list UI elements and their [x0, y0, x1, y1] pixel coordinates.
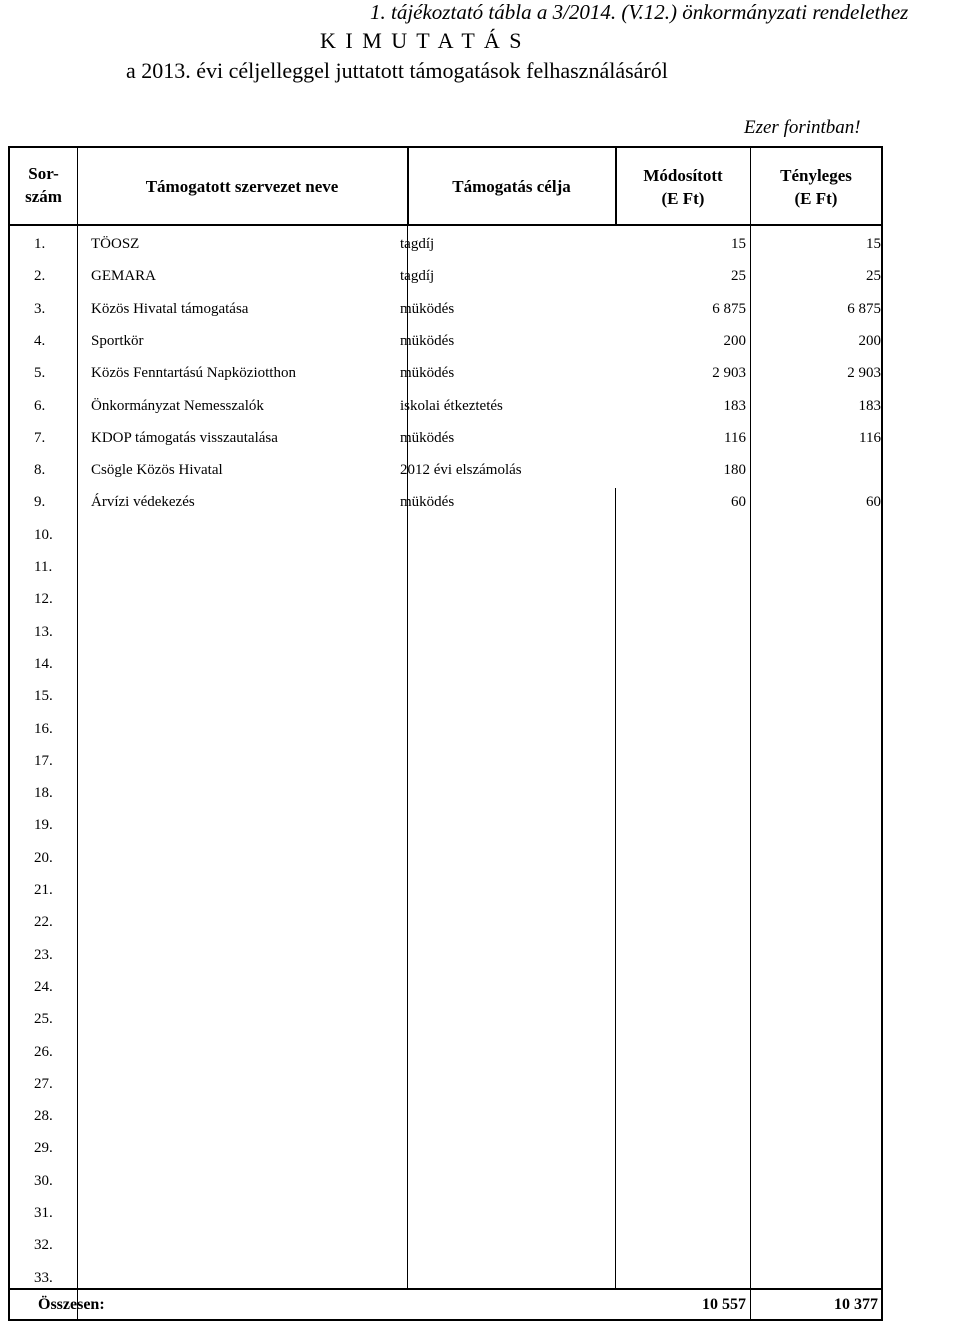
col-header-org: Támogatott szervezet neve	[145, 177, 339, 196]
table-row	[10, 1165, 881, 1197]
table-row	[10, 1068, 881, 1100]
row-number: 11.	[34, 559, 53, 575]
row-number: 26.	[34, 1043, 53, 1060]
support-purpose: tagdíj	[400, 236, 435, 252]
support-purpose: 2012 évi elszámolás	[400, 462, 522, 479]
table-row	[10, 422, 881, 454]
table-row	[10, 583, 881, 615]
table-row	[10, 939, 881, 971]
table-row	[10, 1100, 881, 1132]
table-row	[10, 1229, 881, 1261]
table-row	[10, 680, 881, 712]
col-header-sorszam: Sor- szám	[25, 164, 62, 206]
org-name: KDOP támogatás visszautalása	[91, 429, 278, 446]
table-row	[10, 809, 881, 841]
support-table	[8, 146, 883, 1321]
row-number: 9.	[34, 494, 46, 511]
modified-amount: 15	[731, 236, 746, 252]
table-row	[10, 486, 881, 518]
org-name: Sportkör	[91, 332, 144, 349]
table-row	[10, 1036, 881, 1068]
modified-amount: 2 903	[712, 365, 746, 382]
actual-amount: 15	[866, 236, 881, 252]
actual-amount: 200	[858, 332, 881, 349]
row-number: 5.	[34, 365, 46, 382]
title-line-2: K I M U T A T Á S	[320, 28, 524, 53]
modified-amount: 25	[731, 268, 746, 285]
actual-amount: 183	[858, 397, 881, 414]
col-header-actual: Tényleges (E Ft)	[780, 166, 852, 208]
modified-amount: 183	[723, 397, 746, 414]
table-row	[10, 616, 881, 648]
row-number: 14.	[34, 655, 53, 672]
row-number: 17.	[34, 752, 53, 769]
org-name: Árvízi védekezés	[91, 494, 195, 511]
row-number: 21.	[34, 882, 53, 898]
total-label: Összesen:	[38, 1296, 105, 1313]
title-line-3: a 2013. évi céljelleggel juttatott támogatások felhasználásáról	[126, 58, 668, 83]
total-row	[10, 1288, 881, 1320]
table-row	[10, 1003, 881, 1035]
row-number: 13.	[34, 623, 53, 640]
actual-amount: 25	[866, 268, 881, 285]
row-number: 8.	[34, 462, 46, 479]
support-purpose: tagdíj	[400, 268, 435, 285]
table-row	[10, 906, 881, 938]
table-row	[10, 648, 881, 680]
table-row	[10, 454, 881, 486]
table-row	[10, 260, 881, 292]
support-purpose: iskolai étkeztetés	[400, 397, 503, 414]
row-number: 27.	[34, 1075, 53, 1092]
row-number: 28.	[34, 1108, 53, 1125]
actual-amount: 2 903	[847, 365, 881, 382]
row-number: 18.	[34, 785, 53, 802]
row-number: 23.	[34, 946, 53, 963]
support-purpose: müködés	[400, 332, 455, 349]
unit-note: Ezer forintban!	[744, 117, 861, 138]
col-header-modified: Módosított (E Ft)	[643, 166, 723, 208]
support-purpose: müködés	[400, 494, 455, 511]
title-line-1: 1. tájékoztató tábla a 3/2014. (V.12.) önkormányzati rendelethez	[370, 0, 909, 24]
actual-amount: 60	[866, 494, 881, 511]
row-number: 31.	[34, 1205, 53, 1221]
table-row	[10, 777, 881, 809]
row-number: 19.	[34, 817, 53, 834]
row-number: 12.	[34, 591, 53, 608]
row-number: 25.	[34, 1011, 53, 1028]
header-bottom-border	[10, 224, 881, 226]
table-row	[10, 228, 881, 260]
org-name: Közös Hivatal támogatása	[91, 300, 249, 317]
actual-amount: 6 875	[847, 300, 881, 317]
row-number: 24.	[34, 978, 53, 995]
support-purpose: müködés	[400, 365, 455, 382]
total-modified: 10 557	[702, 1296, 746, 1313]
row-number: 30.	[34, 1172, 53, 1189]
table-row	[10, 293, 881, 325]
table-row	[10, 325, 881, 357]
table-row	[10, 713, 881, 745]
actual-amount: 116	[859, 429, 881, 446]
modified-amount: 6 875	[712, 300, 746, 317]
table-row	[10, 971, 881, 1003]
modified-amount: 60	[731, 494, 746, 511]
table-row	[10, 1132, 881, 1164]
modified-amount: 116	[724, 429, 746, 446]
table-row	[10, 842, 881, 874]
row-number: 16.	[34, 720, 53, 737]
org-name: Csögle Közös Hivatal	[91, 462, 223, 479]
col-header-purpose: Támogatás célja	[452, 177, 571, 196]
total-actual: 10 377	[834, 1296, 878, 1313]
table-row	[10, 357, 881, 389]
table-row	[10, 745, 881, 777]
row-number: 1.	[34, 236, 46, 252]
support-purpose: müködés	[400, 300, 455, 317]
org-name: TÖOSZ	[91, 236, 140, 252]
modified-amount: 200	[723, 332, 746, 349]
table-row	[10, 390, 881, 422]
row-number: 4.	[34, 332, 46, 349]
org-name: Önkormányzat Nemesszalók	[91, 397, 264, 414]
row-number: 32.	[34, 1237, 53, 1254]
table-row	[10, 519, 881, 551]
row-number: 33.	[34, 1269, 53, 1286]
row-number: 3.	[34, 300, 46, 317]
row-number: 15.	[34, 688, 53, 705]
row-number: 7.	[34, 429, 46, 446]
support-purpose: müködés	[400, 429, 455, 446]
row-number: 10.	[34, 526, 53, 543]
row-number: 6.	[34, 397, 46, 414]
row-number: 2.	[34, 268, 46, 285]
table-row	[10, 874, 881, 906]
org-name: Közös Fenntartású Napköziotthon	[91, 365, 296, 382]
modified-amount: 180	[723, 462, 746, 479]
table-row	[10, 1197, 881, 1229]
row-number: 29.	[34, 1140, 53, 1157]
row-number: 20.	[34, 849, 53, 866]
table-row	[10, 551, 881, 583]
org-name: GEMARA	[91, 268, 157, 285]
row-number: 22.	[34, 914, 53, 931]
